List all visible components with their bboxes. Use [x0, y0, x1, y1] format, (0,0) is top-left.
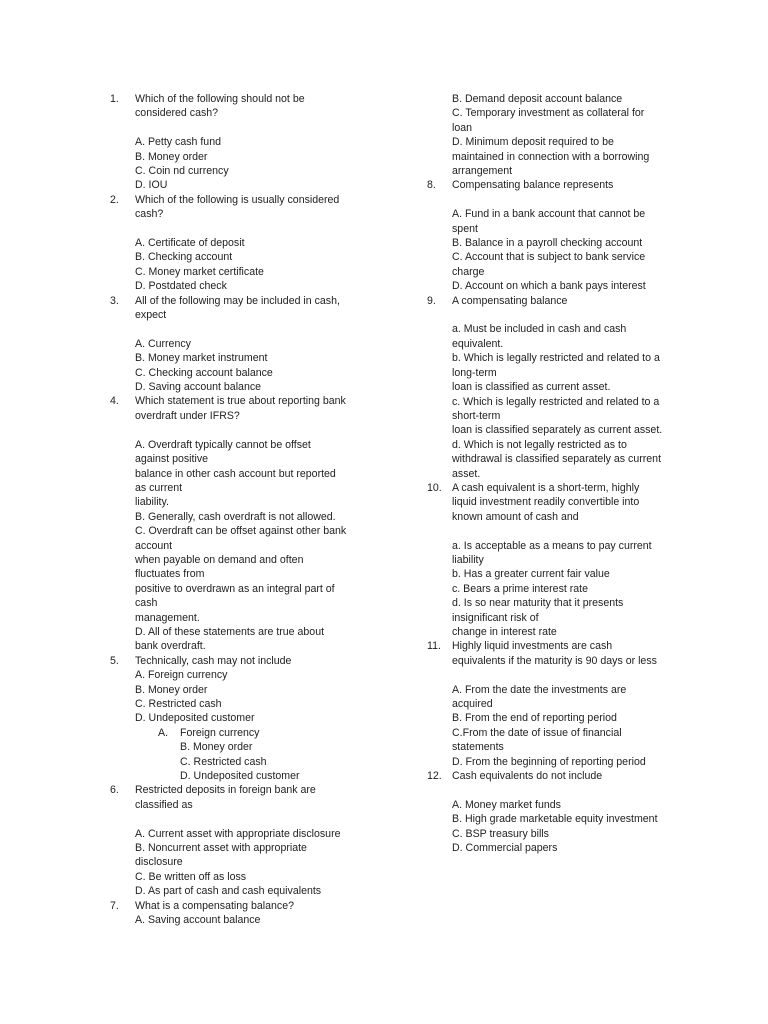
answer-option: C. Account that is subject to bank service [452, 251, 646, 264]
answer-option: C.From the date of issue of financial [452, 726, 622, 739]
answer-option: d. Which is not legally restricted as to [452, 438, 627, 451]
question-number: 9. [427, 294, 436, 307]
question-stem: Compensating balance represents [452, 179, 614, 192]
answer-option: bank overdraft. [135, 640, 206, 653]
question-6 [110, 783, 365, 898]
question-stem: All of the following may be included in cash, [135, 294, 340, 307]
answer-option: short-term [452, 409, 501, 422]
answer-option: A. Foreign currency [135, 669, 228, 682]
question-stem: liquid investment readily convertible into [452, 496, 640, 509]
question-5 [110, 654, 365, 784]
question-stem: What is a compensating balance? [135, 899, 294, 912]
answer-option: acquired [452, 698, 493, 710]
question-stem: Which statement is true about reporting bank [135, 395, 346, 408]
question-8 [427, 178, 682, 293]
answer-option: c. Bears a prime interest rate [452, 582, 589, 595]
answer-option: B. Checking account [135, 251, 233, 264]
answer-option: b. Which is legally restricted and related to a [452, 352, 660, 365]
answer-option: cash [135, 597, 158, 610]
sub-option-text: Foreign currency [180, 726, 260, 739]
answer-option: D. Undeposited customer [135, 712, 255, 725]
question-number: 7. [110, 899, 119, 912]
answer-option: D. Minimum deposit required to be [452, 136, 614, 149]
question-9 [427, 294, 682, 481]
answer-option: disclosure [135, 856, 183, 869]
question-stem: known amount of cash and [452, 510, 579, 523]
question-stem: equivalents if the maturity is 90 days or less [452, 654, 657, 667]
question-number: 5. [110, 654, 119, 667]
question-stem: overdraft under IFRS? [135, 409, 240, 422]
question-1 [110, 92, 365, 193]
answer-option: B. Generally, cash overdraft is not allowed. [135, 510, 336, 523]
answer-option: C. Coin nd currency [135, 165, 229, 178]
answer-option: C. Restricted cash [135, 698, 222, 710]
question-stem: Which of the following should not be [135, 93, 305, 105]
answer-option: A. Certificate of deposit [135, 237, 245, 250]
answer-option: spent [452, 222, 478, 235]
question-7-continued [427, 92, 682, 178]
question-10 [427, 481, 682, 639]
answer-option: B. Money order [135, 150, 208, 163]
answer-option: A. Money market funds [452, 798, 561, 811]
answer-option: C. Checking account balance [135, 366, 273, 379]
answer-option: A. Overdraft typically cannot be offset [135, 438, 311, 451]
answer-option: against positive [135, 453, 209, 466]
answer-option: C. Be written off as loss [135, 870, 247, 883]
answer-option: B. Balance in a payroll checking account [452, 237, 643, 250]
sub-option: D. Undeposited customer [180, 770, 300, 783]
question-number: 12. [427, 770, 442, 783]
answer-option: equivalent. [452, 337, 504, 350]
question-3 [110, 294, 365, 395]
answer-option: D. Commercial papers [452, 842, 558, 855]
answer-option: D. Saving account balance [135, 381, 262, 394]
answer-option: D. All of these statements are true about [135, 625, 325, 638]
answer-option: withdrawal is classified separately as current [452, 453, 662, 466]
sub-option [135, 726, 365, 740]
question-stem: classified as [135, 798, 193, 811]
answer-option: loan [452, 121, 473, 134]
answer-option: loan is classified separately as current asset. [452, 424, 663, 437]
question-number: 10. [427, 481, 442, 494]
question-stem: Cash equivalents do not include [452, 770, 603, 783]
question-number: 3. [110, 294, 119, 307]
answer-option: D. IOU [135, 179, 168, 192]
answer-option: asset. [452, 467, 481, 480]
answer-option: A. Current asset with appropriate disclosure [135, 827, 341, 840]
question-4 [110, 394, 365, 653]
sub-option: C. Restricted cash [180, 755, 267, 768]
answer-option: maintained in connection with a borrowing [452, 150, 650, 163]
answer-option: as current [135, 481, 183, 494]
answer-option: long-term [452, 366, 497, 379]
answer-option: A. From the date the investments are [452, 683, 627, 696]
question-stem: Restricted deposits in foreign bank are [135, 784, 316, 797]
sub-option: B. Money order [180, 741, 253, 754]
answer-option: B. High grade marketable equity investment [452, 813, 658, 826]
right-column [427, 92, 682, 855]
answer-option: A. Currency [135, 337, 191, 350]
answer-option: a. Must be included in cash and cash [452, 323, 627, 336]
answer-option: c. Which is legally restricted and related to a [452, 395, 660, 408]
answer-option: liability. [135, 496, 169, 509]
question-number: 11. [427, 640, 441, 653]
answer-option: when payable on demand and often [135, 553, 304, 566]
answer-option: B. From the end of reporting period [452, 712, 617, 725]
answer-option: positive to overdrawn as an integral part of [135, 582, 335, 595]
answer-option: B. Demand deposit account balance [452, 93, 623, 105]
answer-option: loan is classified as current asset. [452, 381, 611, 394]
answer-option: C. BSP treasury bills [452, 827, 549, 840]
question-stem: cash? [135, 208, 164, 221]
answer-option: b. Has a greater current fair value [452, 568, 610, 581]
answer-option: B. Money market instrument [135, 352, 268, 365]
question-stem: expect [135, 309, 167, 322]
question-2 [110, 193, 365, 294]
question-stem: considered cash? [135, 107, 219, 120]
sub-option-marker: A. [158, 726, 169, 739]
question-stem: A compensating balance [452, 294, 568, 307]
answer-option: insignificant risk of [452, 611, 539, 624]
answer-option: fluctuates from [135, 568, 205, 581]
question-7 [110, 899, 365, 928]
question-stem: A cash equivalent is a short-term, highly [452, 481, 640, 494]
answer-option: D. As part of cash and cash equivalents [135, 885, 322, 898]
question-stem: Which of the following is usually considered [135, 193, 340, 206]
answer-option: C. Overdraft can be offset against other bank [135, 525, 347, 538]
answer-option: change in interest rate [452, 625, 557, 638]
question-number: 8. [427, 179, 436, 192]
answer-option: account [135, 539, 173, 552]
question-number: 6. [110, 784, 119, 797]
answer-option: statements [452, 741, 504, 754]
question-number: 4. [110, 395, 119, 408]
answer-option: arrangement [452, 165, 513, 178]
answer-option: B. Noncurrent asset with appropriate [135, 842, 307, 855]
answer-option: management. [135, 611, 200, 624]
answer-option: A. Saving account balance [135, 914, 261, 927]
answer-option: liability [452, 553, 484, 566]
answer-option: D. Account on which a bank pays interest [452, 280, 646, 293]
answer-option: D. Postdated check [135, 280, 227, 293]
answer-option: balance in other cash account but reported [135, 467, 336, 480]
question-number: 2. [110, 193, 119, 206]
answer-option: D. From the beginning of reporting period [452, 755, 646, 768]
answer-option: C. Temporary investment as collateral for [452, 107, 645, 120]
answer-option: A. Petty cash fund [135, 136, 221, 149]
answer-option: d. Is so near maturity that it presents [452, 597, 624, 610]
question-11 [427, 639, 682, 769]
answer-option: C. Money market certificate [135, 265, 264, 278]
answer-option: B. Money order [135, 683, 208, 696]
left-column [110, 92, 365, 927]
answer-option: charge [452, 265, 485, 278]
question-12 [427, 769, 682, 855]
question-stem: Technically, cash may not include [135, 654, 292, 667]
question-stem: Highly liquid investments are cash [452, 640, 613, 653]
question-number: 1. [110, 93, 119, 105]
answer-option: a. Is acceptable as a means to pay current [452, 539, 652, 552]
answer-option: A. Fund in a bank account that cannot be [452, 208, 646, 221]
